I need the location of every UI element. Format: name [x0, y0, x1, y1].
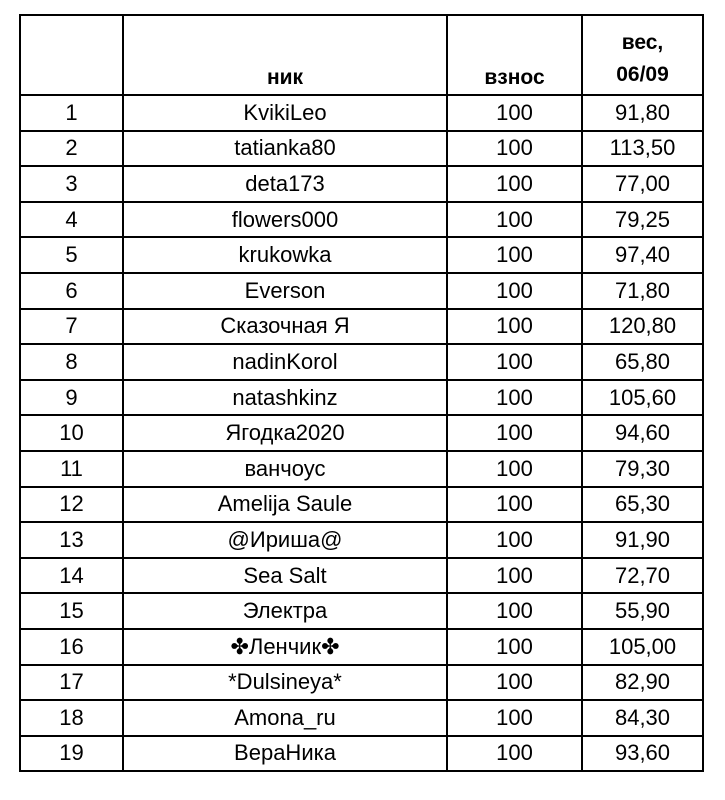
table-row — [20, 451, 703, 487]
row-number-cell: 19 — [20, 736, 123, 772]
fee-cell: 100 — [447, 166, 582, 202]
weight-cell: 55,90 — [582, 593, 703, 629]
nick-cell: ванчоус — [123, 451, 447, 487]
row-number-cell: 6 — [20, 273, 123, 309]
table-row — [20, 166, 703, 202]
weight-cell: 120,80 — [582, 309, 703, 345]
table-row — [20, 487, 703, 523]
header-weight-date: 06/09 — [616, 62, 669, 86]
weight-cell: 77,00 — [582, 166, 703, 202]
fee-cell: 100 — [447, 309, 582, 345]
row-number-cell: 15 — [20, 593, 123, 629]
fee-cell: 100 — [447, 629, 582, 665]
fee-cell: 100 — [447, 273, 582, 309]
nick-cell: krukowka — [123, 237, 447, 273]
row-number-cell: 3 — [20, 166, 123, 202]
weight-cell: 97,40 — [582, 237, 703, 273]
table-row — [20, 665, 703, 701]
nick-cell: Everson — [123, 273, 447, 309]
fee-cell: 100 — [447, 558, 582, 594]
row-number-cell: 11 — [20, 451, 123, 487]
table-row — [20, 593, 703, 629]
row-number-cell: 1 — [20, 95, 123, 131]
nick-cell: *Dulsineya* — [123, 665, 447, 701]
weight-cell: 105,00 — [582, 629, 703, 665]
row-number-cell: 5 — [20, 237, 123, 273]
nick-cell: Электра — [123, 593, 447, 629]
fee-cell: 100 — [447, 736, 582, 772]
fee-cell: 100 — [447, 700, 582, 736]
fee-cell: 100 — [447, 131, 582, 167]
row-number-cell: 16 — [20, 629, 123, 665]
weight-cell: 71,80 — [582, 273, 703, 309]
table-row — [20, 344, 703, 380]
fee-cell: 100 — [447, 451, 582, 487]
nick-cell: Ягодка2020 — [123, 415, 447, 451]
nick-cell: nadinKorol — [123, 344, 447, 380]
row-number-cell: 4 — [20, 202, 123, 238]
table-row — [20, 380, 703, 416]
row-number-cell: 2 — [20, 131, 123, 167]
fee-cell: 100 — [447, 237, 582, 273]
table-row — [20, 522, 703, 558]
nick-cell: ВераНика — [123, 736, 447, 772]
weight-cell: 93,60 — [582, 736, 703, 772]
weight-cell: 65,30 — [582, 487, 703, 523]
weight-cell: 79,30 — [582, 451, 703, 487]
row-number-cell: 9 — [20, 380, 123, 416]
row-number-cell: 17 — [20, 665, 123, 701]
participants-table — [19, 14, 704, 772]
nick-cell: deta173 — [123, 166, 447, 202]
nick-cell: Amelija Saule — [123, 487, 447, 523]
row-number-cell: 8 — [20, 344, 123, 380]
table-row — [20, 131, 703, 167]
header-weight-label: вес, — [621, 31, 664, 54]
row-number-cell: 12 — [20, 487, 123, 523]
weight-cell: 79,25 — [582, 202, 703, 238]
table-row — [20, 700, 703, 736]
row-number-cell: 18 — [20, 700, 123, 736]
weight-cell: 65,80 — [582, 344, 703, 380]
table-row — [20, 736, 703, 772]
fee-cell: 100 — [447, 380, 582, 416]
fee-cell: 100 — [447, 487, 582, 523]
header-nick: ник — [123, 15, 447, 95]
fee-cell: 100 — [447, 593, 582, 629]
weight-cell: 91,90 — [582, 522, 703, 558]
header-weight — [582, 15, 703, 95]
row-number-cell: 14 — [20, 558, 123, 594]
nick-cell: Сказочная Я — [123, 309, 447, 345]
nick-cell: tatianka80 — [123, 131, 447, 167]
weight-cell: 94,60 — [582, 415, 703, 451]
fee-cell: 100 — [447, 522, 582, 558]
nick-cell: ✤Ленчик✤ — [123, 629, 447, 665]
weight-cell: 113,50 — [582, 131, 703, 167]
nick-cell: natashkinz — [123, 380, 447, 416]
fee-cell: 100 — [447, 202, 582, 238]
fee-cell: 100 — [447, 415, 582, 451]
fee-cell: 100 — [447, 344, 582, 380]
table-row — [20, 237, 703, 273]
table-body — [20, 95, 703, 771]
row-number-cell: 10 — [20, 415, 123, 451]
weight-cell: 82,90 — [582, 665, 703, 701]
weight-cell: 105,60 — [582, 380, 703, 416]
nick-cell: @Ириша@ — [123, 522, 447, 558]
header-row — [20, 15, 703, 95]
table-row — [20, 95, 703, 131]
weight-cell: 72,70 — [582, 558, 703, 594]
row-number-cell: 7 — [20, 309, 123, 345]
table-row — [20, 629, 703, 665]
fee-cell: 100 — [447, 95, 582, 131]
table-row — [20, 415, 703, 451]
fee-cell: 100 — [447, 665, 582, 701]
table-row — [20, 273, 703, 309]
weight-cell: 84,30 — [582, 700, 703, 736]
nick-cell: Sea Salt — [123, 558, 447, 594]
table-row — [20, 202, 703, 238]
row-number-cell: 13 — [20, 522, 123, 558]
header-number — [20, 15, 123, 95]
nick-cell: KvikiLeo — [123, 95, 447, 131]
nick-cell: Amona_ru — [123, 700, 447, 736]
nick-cell: flowers000 — [123, 202, 447, 238]
header-fee: взнос — [447, 15, 582, 95]
weight-cell: 91,80 — [582, 95, 703, 131]
table-row — [20, 309, 703, 345]
table-row — [20, 558, 703, 594]
